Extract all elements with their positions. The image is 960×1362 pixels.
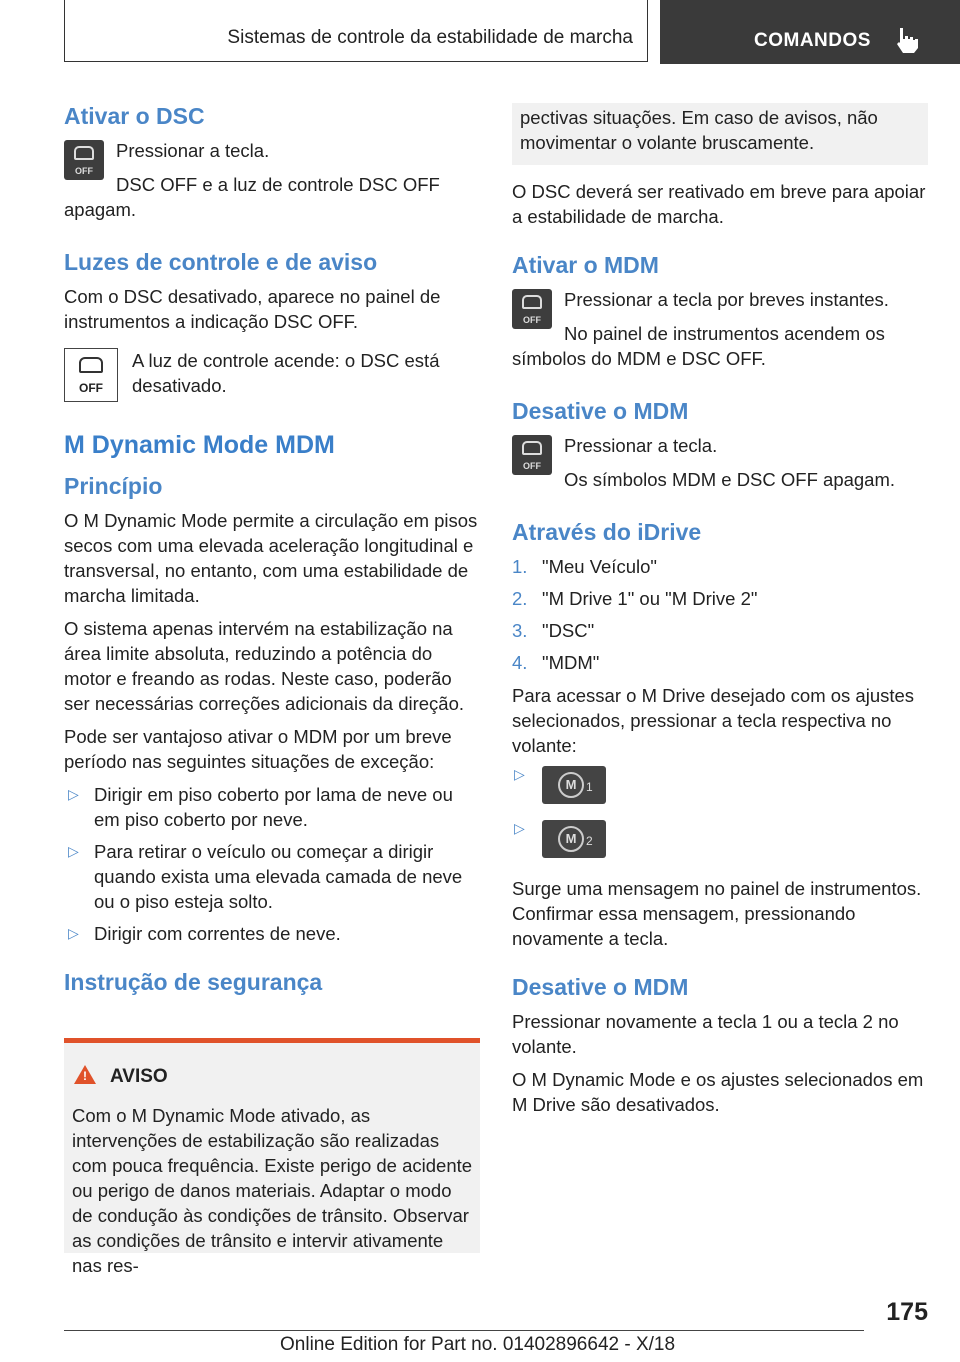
car-skid-icon bbox=[74, 146, 94, 160]
step-number: 2. bbox=[512, 588, 528, 609]
key-off-label: OFF bbox=[523, 315, 541, 325]
reativar-paragraph: O DSC deverá ser reativado em breve para apoiar a estabilidade de marcha. bbox=[512, 181, 926, 227]
heading-principio: Princípio bbox=[64, 473, 163, 499]
list-item: ▷ Dirigir em piso coberto por lama de neve ou em piso coberto por neve. bbox=[64, 782, 480, 832]
dsc-lamp-block bbox=[64, 348, 480, 406]
list-item: ▷ Para retirar o veículo ou começar a dirigir quando exista uma elevada camada de neve ou o piso esteja solto. bbox=[64, 839, 480, 914]
triangle-bullet-icon: ▷ bbox=[514, 820, 525, 836]
ativar-dsc-step-1: Pressionar a tecla. bbox=[116, 140, 270, 161]
m2-button-icon bbox=[542, 820, 606, 858]
desative-2-paragraph-1: Pressionar novamente a tecla 1 ou a tecla 2 no volante. bbox=[512, 1011, 899, 1057]
car-skid-icon bbox=[522, 295, 542, 309]
header-chapter-title: COMANDOS bbox=[754, 30, 871, 51]
step-text: "Meu Veículo" bbox=[542, 556, 657, 577]
dsc-key-block bbox=[64, 138, 480, 186]
key-off-label: OFF bbox=[75, 166, 93, 176]
desative-1-step-2: Os símbolos MDM e DSC OFF apagam. bbox=[564, 469, 896, 490]
heading-idrive: Através do iDrive bbox=[512, 519, 702, 545]
dsc-off-button-icon bbox=[512, 435, 552, 475]
ativar-mdm-step-1: Pressionar a tecla por breves instantes. bbox=[564, 289, 889, 310]
list-item: ▷ Dirigir com correntes de neve. bbox=[64, 921, 480, 946]
heading-desative-mdm-2: Desative o MDM bbox=[512, 974, 689, 1000]
mdm-key-block bbox=[512, 287, 928, 325]
warning-box bbox=[64, 1038, 480, 1276]
step-text: "M Drive 1" ou "M Drive 2" bbox=[542, 588, 758, 609]
car-skid-icon bbox=[79, 357, 103, 373]
car-skid-icon bbox=[522, 441, 542, 455]
header-section-box bbox=[64, 0, 648, 62]
left-column bbox=[64, 100, 480, 1004]
warning-title-text: AVISO bbox=[110, 1066, 168, 1087]
dsc-off-button-icon bbox=[512, 289, 552, 329]
desative-1-step-1: Pressionar a tecla. bbox=[564, 435, 718, 456]
m-letter: M bbox=[558, 772, 584, 798]
heading-luzes: Luzes de controle e de aviso bbox=[64, 249, 378, 275]
idrive-steps bbox=[512, 554, 928, 675]
warning-triangle-icon bbox=[74, 1065, 96, 1084]
header-section-title: Sistemas de controle da estabilidade de marcha bbox=[227, 27, 633, 48]
heading-seguranca: Instrução de segurança bbox=[64, 969, 323, 995]
situation-list bbox=[64, 782, 480, 946]
principio-paragraph-1: O M Dynamic Mode permite a circulação em pisos secos com uma elevada aceleração longitudinal e transversal, no entanto, com uma estabilidade de marcha limitada. bbox=[64, 510, 478, 606]
step-number: 1. bbox=[512, 556, 528, 577]
dsc-off-button-icon bbox=[64, 140, 104, 180]
warning-text: Com o M Dynamic Mode ativado, as intervenções de estabilização são realizadas com pouca frequência. Existe perigo de acidente ou perigo de danos materiais. Adaptar o modo de condução às condições de trânsito. Observar as condições de trânsito e intervir ativamente nas res- bbox=[72, 1105, 473, 1276]
m2-key-row bbox=[512, 820, 928, 862]
footer-divider bbox=[64, 1330, 864, 1331]
warning-box-continued bbox=[512, 103, 928, 165]
principio-paragraph-3: Pode ser vantajoso ativar o MDM por um breve período nas seguintes situações de exceção: bbox=[64, 726, 452, 772]
ativar-dsc-step-2: DSC OFF e a luz de controle DSC OFF apagam. bbox=[64, 174, 440, 220]
warning-title bbox=[74, 1065, 168, 1088]
m-letter: M bbox=[558, 826, 584, 852]
list-item bbox=[512, 618, 928, 643]
header-chapter-box bbox=[660, 0, 960, 64]
ativar-mdm-step-2: No painel de instrumentos acendem os símbolos do MDM e DSC OFF. bbox=[512, 323, 885, 369]
step-number: 4. bbox=[512, 652, 528, 673]
mensagem-paragraph: Surge uma mensagem no painel de instrumentos. Confirmar essa mensagem, pressionando novamente a tecla. bbox=[512, 878, 922, 949]
heading-desative-mdm-1: Desative o MDM bbox=[512, 398, 689, 424]
list-item bbox=[512, 586, 928, 611]
step-number: 3. bbox=[512, 620, 528, 641]
principio-paragraph-2: O sistema apenas intervém na estabilização na área limite absoluta, reduzindo a potência do motor e freando as rodas. Neste caso, poderão ser necessárias correções adicionais da direção. bbox=[64, 618, 465, 714]
luzes-lamp-text: A luz de controle acende: o DSC está desativado. bbox=[132, 350, 440, 396]
step-text: "MDM" bbox=[542, 652, 600, 673]
pointing-hand-icon bbox=[894, 26, 920, 54]
right-column bbox=[512, 103, 928, 1125]
m1-key-row bbox=[512, 766, 928, 808]
lamp-off-label: OFF bbox=[79, 381, 103, 395]
desative-2-paragraph-2: O M Dynamic Mode e os ajustes selecionados em M Drive são desativados. bbox=[512, 1069, 924, 1115]
step-text: "DSC" bbox=[542, 620, 595, 641]
list-item bbox=[512, 650, 928, 675]
heading-ativar-dsc: Ativar o DSC bbox=[64, 103, 205, 129]
list-item bbox=[512, 554, 928, 579]
heading-ativar-mdm: Ativar o MDM bbox=[512, 252, 659, 278]
m-digit: 1 bbox=[586, 780, 593, 794]
m1-button-icon bbox=[542, 766, 606, 804]
idrive-paragraph: Para acessar o M Drive desejado com os ajustes selecionados, pressionar a tecla respectiva no volante: bbox=[512, 685, 915, 756]
dsc-off-lamp-icon bbox=[64, 348, 118, 402]
key-off-label: OFF bbox=[523, 461, 541, 471]
footer-edition: Online Edition for Part no. 01402896642 - X/18 bbox=[280, 1334, 676, 1355]
page-header bbox=[64, 0, 960, 64]
luzes-paragraph: Com o DSC desativado, aparece no painel de instrumentos a indicação DSC OFF. bbox=[64, 286, 441, 332]
heading-mdm: M Dynamic Mode MDM bbox=[64, 431, 335, 459]
warning-text-continued: pectivas situações. Em caso de avisos, não movimentar o volante bruscamente. bbox=[520, 107, 878, 153]
m-digit: 2 bbox=[586, 834, 593, 848]
triangle-bullet-icon: ▷ bbox=[514, 766, 525, 782]
page-number: 175 bbox=[886, 1298, 928, 1326]
desative-key-block bbox=[512, 433, 928, 471]
